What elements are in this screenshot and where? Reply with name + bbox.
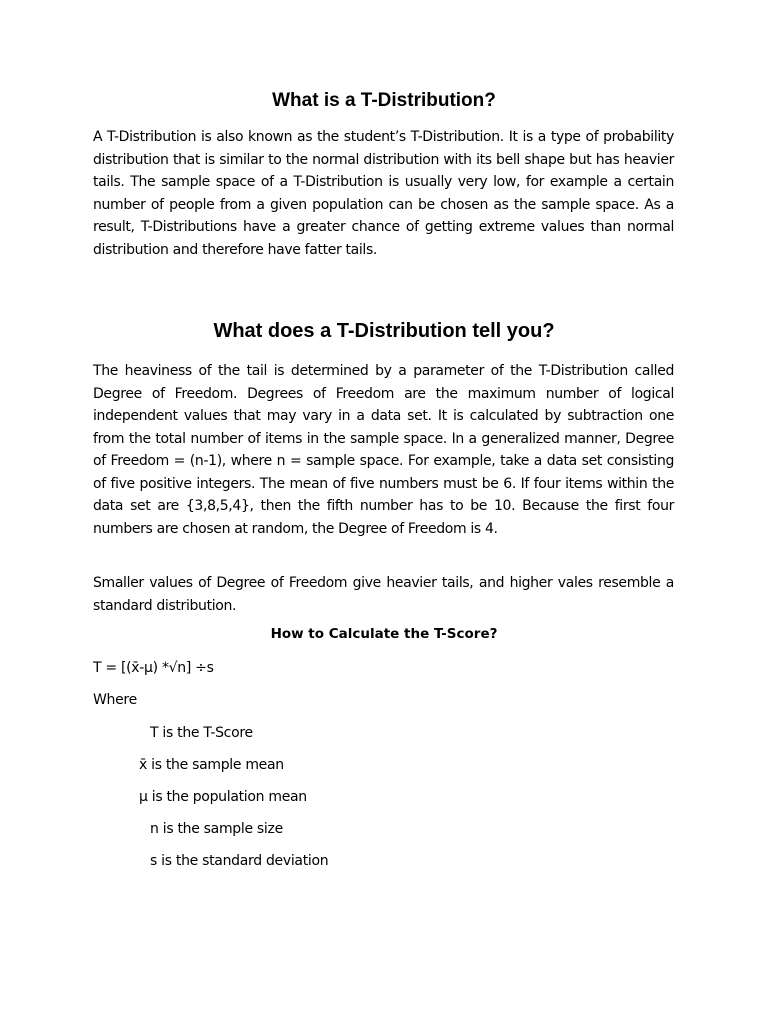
degrees-of-freedom-paragraph: The heaviness of the tail is determined by a parameter of the T-Distribution called Degree of Freedom. Degrees of Freedom are the maximum number of logical independent values that may vary in a data set. It is calculated by subtraction one from the total number of items in the sample space. In a generalized manner, Degree of Freedom = (n-1), where n = sample space. For example, take a data set consisting of five positive integers. The mean of five numbers must be 6. If four items within the data set are {3,8,5,4}, then the fifth number has to be 10. Because the first four numbers are chosen at random, the Degree of Freedom is 4. bbox=[93, 363, 674, 537]
definition-sample-mean: x̄ is the sample mean bbox=[139, 757, 284, 773]
definition-population-mean: μ is the population mean bbox=[139, 789, 307, 805]
intro-paragraph: A T-Distribution is also known as the student’s T-Distribution. It is a type of probability distribution that is similar to the normal distribution with its bell shape but has heavier tails. The sample space of a T-Distribution is usually very low, for example a certain number of people from a given population can be chosen as the sample space. As a result, T-Distributions have a greater chance of getting extreme values than normal distribution and therefore have fatter tails. bbox=[93, 129, 674, 258]
definition-standard-deviation: s is the standard deviation bbox=[150, 853, 329, 869]
section-heading-what-is: What is a T-Distribution? bbox=[272, 90, 496, 111]
where-label: Where bbox=[93, 692, 137, 708]
tails-paragraph: Smaller values of Degree of Freedom give heavier tails, and higher vales resemble a standard distribution. bbox=[93, 575, 674, 614]
definition-t: T is the T-Score bbox=[150, 725, 253, 741]
section-heading-what-tells: What does a T-Distribution tell you? bbox=[213, 320, 555, 342]
definition-sample-size: n is the sample size bbox=[150, 821, 283, 837]
t-score-formula: T = [(x̄-μ) *√n] ÷s bbox=[93, 660, 214, 676]
calculation-subheading: How to Calculate the T-Score? bbox=[270, 626, 498, 642]
